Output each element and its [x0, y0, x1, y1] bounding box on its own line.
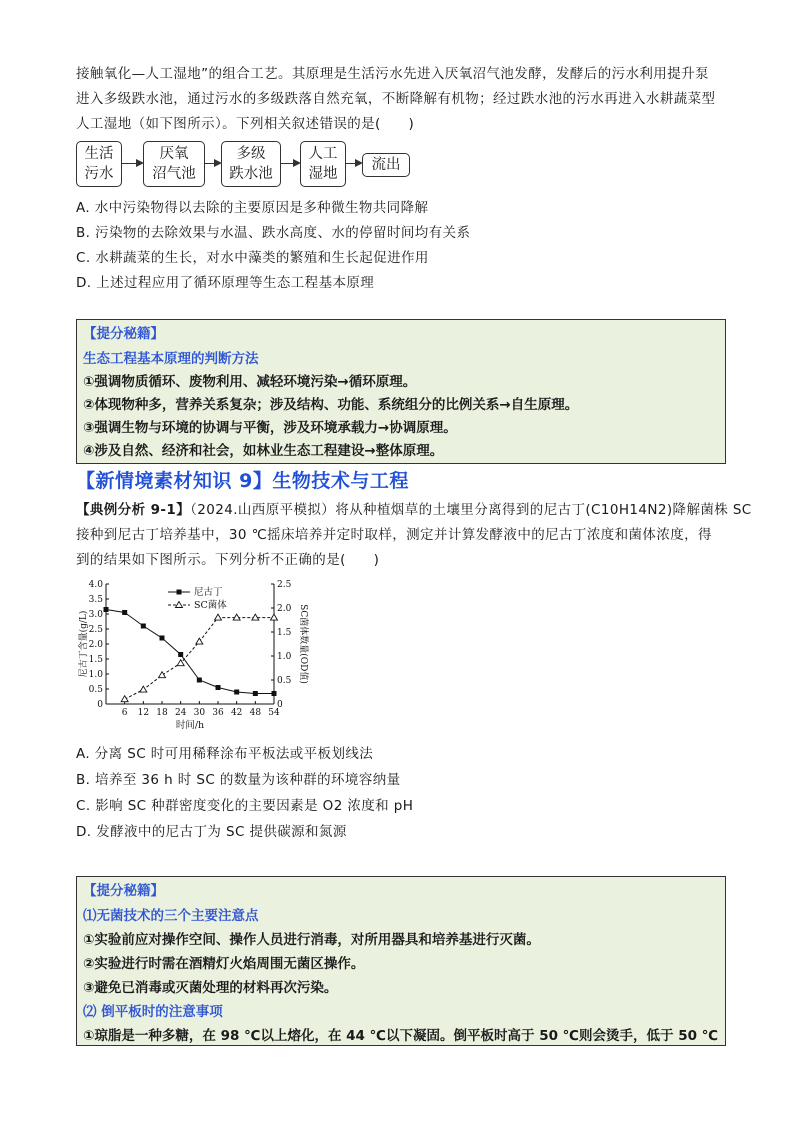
y-left-tick-label: 3.0 [88, 610, 103, 620]
tip-item: ②实验进行时需在酒精灯火焰周围无菌区操作。 [83, 956, 365, 972]
y-left-tick-label: 1.5 [88, 655, 103, 665]
x-tick-label: 36 [212, 708, 224, 718]
arrow-icon [205, 163, 220, 164]
flow-label: 湿地 [308, 166, 338, 182]
data-point-square [234, 690, 239, 695]
flow-label: 厌氧 [159, 146, 189, 162]
x-axis-label: 时间/h [175, 720, 205, 731]
x-tick-label: 12 [137, 708, 150, 718]
tip-header: 【提分秘籍】 [83, 883, 164, 899]
tip-box [76, 319, 726, 464]
data-point-square [178, 652, 183, 657]
tip-item: ③强调生物与环境的协调与平衡，涉及环境承载力→协调原理。 [83, 420, 457, 436]
x-tick-label: 18 [156, 708, 168, 718]
tip-item: ③避免已消毒或灭菌处理的材料再次污染。 [83, 980, 338, 996]
flow-label: 生活 [84, 146, 114, 162]
data-point-square [104, 607, 109, 612]
flow-box-wetland [300, 141, 346, 187]
y-right-axis-label: SC菌体数量(OD值) [298, 604, 308, 684]
y-right-tick-label: 1.0 [277, 652, 292, 662]
y-left-tick-label: 2.0 [88, 640, 103, 650]
flow-label: 污水 [84, 166, 114, 182]
question2-stem [76, 498, 752, 573]
x-tick-label: 48 [249, 708, 262, 718]
y-right-tick-label: 0.5 [277, 676, 292, 686]
data-point-square [122, 610, 127, 615]
y-right-tick-label: 2.0 [277, 604, 292, 614]
flow-box-anaerobic-tank [143, 141, 205, 187]
legend-marker-square [177, 590, 182, 595]
section-heading: 【新情境素材知识 9】生物技术与工程 [76, 470, 409, 492]
y-right-tick-label: 1.5 [277, 628, 292, 638]
option-b: B. 培养至 36 h 时 SC 的数量为该种群的环境容纳量 [76, 772, 401, 788]
option-a: A. 分离 SC 时可用稀释涂布平板法或平板划线法 [76, 746, 374, 762]
option-d: D. 上述过程应用了循环原理等生态工程基本原理 [76, 275, 375, 291]
tip-item: ④涉及自然、经济和社会，如林业生态工程建设→整体原理。 [83, 443, 444, 459]
stem-line: （2024.山西原平模拟）将从种植烟草的土壤里分离得到的尼古丁(C10H14N2)降解菌株 SC [190, 502, 752, 518]
tip-box [76, 876, 726, 1046]
stem-line: 人工湿地（如下图所示）。下列相关叙述错误的是( ) [76, 116, 415, 132]
tip-subtitle: ⑵ 倒平板时的注意事项 [83, 1004, 223, 1020]
arrow-icon [346, 163, 361, 164]
arrow-icon [122, 163, 142, 164]
legend-marker-triangle [176, 602, 183, 608]
y-left-tick-label: 3.5 [88, 595, 103, 605]
flow-label: 人工 [308, 146, 338, 162]
data-point-square [216, 685, 221, 690]
tip-item: ②体现物种多，营养关系复杂；涉及结构、功能、系统组分的比例关系→自生原理。 [83, 397, 579, 413]
y-left-tick-label: 0.5 [88, 685, 103, 695]
y-left-tick-label: 1.0 [88, 670, 103, 680]
tip-item: ①实验前应对操作空间、操作人员进行消毒，对所用器具和培养基进行灭菌。 [83, 932, 540, 948]
flow-box-drop-pond [221, 141, 281, 187]
flow-label: 沼气池 [152, 166, 196, 182]
tip-item: ①强调物质循环、废物利用、减轻环境污染→循环原理。 [83, 374, 417, 390]
option-c: C. 水耕蔬菜的生长，对水中藻类的繁殖和生长起促进作用 [76, 250, 429, 266]
x-tick-label: 54 [268, 708, 280, 718]
series-line-0 [106, 610, 274, 694]
question1-stem [76, 62, 724, 137]
y-left-tick-label: 2.5 [88, 625, 103, 635]
flow-box-sewage [76, 141, 122, 187]
data-point-square [253, 691, 258, 696]
flow-label: 多级 [236, 146, 266, 162]
data-point-triangle [196, 638, 203, 644]
example-tag: 【典例分析 9-1】 [76, 502, 191, 518]
series-line-1 [125, 618, 274, 700]
data-point-triangle [233, 614, 240, 620]
option-d: D. 发酵液中的尼古丁为 SC 提供碳源和氮源 [76, 824, 347, 840]
stem-line: 接触氧化—人工湿地”的组合工艺。其原理是生活污水先进入厌氧沼气池发酵，发酵后的污水利用提升泵 [76, 66, 709, 82]
option-b: B. 污染物的去除效果与水温、跌水高度、水的停留时间均有关系 [76, 225, 471, 241]
tip-subtitle: 生态工程基本原理的判断方法 [83, 351, 259, 367]
data-point-square [160, 636, 165, 641]
legend-label-sc: SC菌体 [194, 600, 227, 611]
flow-box-outflow [362, 153, 410, 177]
flow-label: 跌水池 [229, 166, 273, 182]
x-tick-label: 24 [174, 708, 187, 718]
x-tick-label: 6 [121, 708, 128, 718]
stem-line: 到的结果如下图所示。下列分析不正确的是( ) [76, 552, 380, 568]
y-left-axis-label: 尼古丁含量(g/L) [79, 610, 89, 678]
arrow-icon [281, 163, 299, 164]
y-right-tick-label: 2.5 [277, 580, 292, 590]
option-a: A. 水中污染物得以去除的主要原因是多种微生物共同降解 [76, 200, 429, 216]
data-point-triangle [140, 686, 147, 692]
x-tick-label: 42 [230, 708, 243, 718]
flow-label: 流出 [371, 157, 401, 173]
data-point-square [272, 691, 277, 696]
stem-line: 接种到尼古丁培养基中，30 ℃摇床培养并定时取样，测定并计算发酵液中的尼古丁浓度和菌体浓度，得 [76, 527, 712, 543]
data-point-triangle [121, 696, 128, 702]
nicotine-sc-chart [76, 574, 316, 734]
y-left-tick-label: 4.0 [88, 580, 103, 590]
data-point-triangle [252, 614, 259, 620]
option-c: C. 影响 SC 种群密度变化的主要因素是 O2 浓度和 pH [76, 798, 414, 814]
data-point-triangle [159, 672, 166, 678]
data-point-triangle [271, 614, 278, 620]
x-tick-label: 30 [193, 708, 206, 718]
y-right-tick-label: 0 [277, 700, 283, 710]
tip-item: ①琼脂是一种多糖，在 98 ℃以上熔化，在 44 ℃以下凝固。倒平板时高于 50 ℃则会烫手，低于 50 ℃ [83, 1028, 719, 1044]
tip-subtitle: ⑴无菌技术的三个主要注意点 [83, 908, 259, 924]
data-point-square [197, 678, 202, 683]
tip-header: 【提分秘籍】 [83, 326, 164, 342]
y-left-tick-label: 0 [97, 700, 103, 710]
stem-line: 进入多级跌水池，通过污水的多级跌落自然充氧，不断降解有机物；经过跌水池的污水再进入水耕蔬菜型 [76, 91, 716, 107]
legend-label-nicotine: 尼古丁 [194, 587, 223, 598]
data-point-square [141, 624, 146, 629]
data-point-triangle [215, 614, 222, 620]
